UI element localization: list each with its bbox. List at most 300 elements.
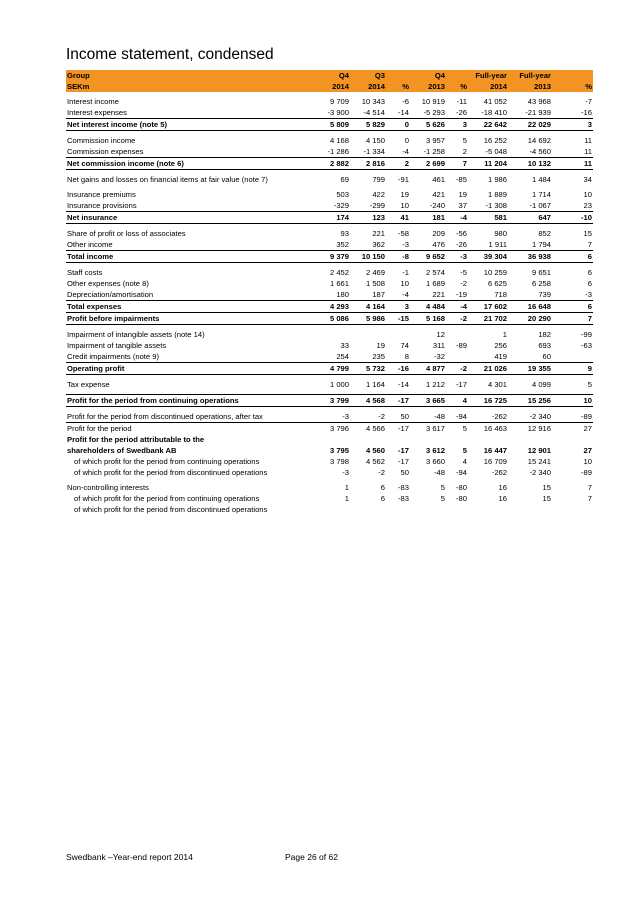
row-label: Net insurance bbox=[66, 212, 314, 224]
page-title: Income statement, condensed bbox=[66, 46, 274, 63]
value-cell: 3 795 bbox=[329, 446, 349, 455]
value-cell: 6 bbox=[380, 483, 385, 492]
value-cell: 23 bbox=[583, 201, 592, 210]
value-cell: 10 150 bbox=[350, 251, 386, 263]
value-cell bbox=[508, 434, 552, 445]
value-cell: 362 bbox=[372, 240, 385, 249]
value-cell: 123 bbox=[350, 212, 386, 224]
value-cell: 352 bbox=[336, 240, 349, 249]
value-cell bbox=[468, 504, 508, 515]
value-cell bbox=[468, 434, 508, 445]
value-cell: -5 293 bbox=[423, 108, 445, 117]
value-cell: -83 bbox=[398, 483, 409, 492]
value-cell: 50 bbox=[400, 468, 409, 477]
header-row-1 bbox=[66, 70, 593, 81]
value-cell: -5 048 bbox=[485, 147, 507, 156]
header-cell: Q4 bbox=[410, 70, 446, 81]
value-cell: 1 bbox=[344, 494, 349, 503]
row-label: Impairment of intangible assets (note 14) bbox=[67, 330, 205, 339]
value-cell: -1 bbox=[402, 268, 409, 277]
value-cell: 209 bbox=[432, 229, 445, 238]
income-statement-table bbox=[66, 70, 593, 515]
value-cell: -17 bbox=[456, 380, 467, 389]
value-cell: 221 bbox=[432, 290, 445, 299]
value-cell: -99 bbox=[581, 330, 592, 339]
value-cell: -89 bbox=[456, 341, 467, 350]
value-cell: -48 bbox=[434, 468, 445, 477]
value-cell: -262 bbox=[491, 412, 507, 421]
value-cell: 6 bbox=[380, 494, 385, 503]
value-cell: -14 bbox=[398, 380, 409, 389]
value-cell: -3 bbox=[585, 290, 592, 299]
value-cell: 4 150 bbox=[365, 136, 385, 145]
value-cell: 221 bbox=[372, 229, 385, 238]
table-row bbox=[66, 456, 593, 467]
value-cell: 3 bbox=[446, 119, 468, 131]
row-label: Commission expenses bbox=[67, 147, 144, 156]
header-cell: Group bbox=[66, 70, 314, 81]
value-cell: -4 514 bbox=[363, 108, 385, 117]
table-row bbox=[66, 135, 593, 146]
value-cell: -17 bbox=[386, 395, 410, 407]
value-cell: -15 bbox=[386, 313, 410, 325]
value-cell: -1 308 bbox=[485, 201, 507, 210]
value-cell: -2 bbox=[378, 468, 385, 477]
row-label: Insurance provisions bbox=[67, 201, 137, 210]
value-cell bbox=[552, 351, 593, 363]
value-cell: 7 bbox=[587, 240, 592, 249]
value-cell: 33 bbox=[340, 341, 349, 350]
table-row bbox=[66, 313, 593, 325]
value-cell: 4 293 bbox=[314, 301, 350, 313]
value-cell: -80 bbox=[456, 494, 467, 503]
value-cell: 34 bbox=[583, 175, 592, 184]
value-cell: 7 bbox=[587, 483, 592, 492]
value-cell: -14 bbox=[398, 108, 409, 117]
table-row bbox=[66, 504, 593, 515]
value-cell: -2 bbox=[446, 363, 468, 375]
value-cell: 5 829 bbox=[350, 119, 386, 131]
value-cell: -83 bbox=[398, 494, 409, 503]
value-cell: 5 bbox=[440, 483, 445, 492]
value-cell: 311 bbox=[432, 341, 445, 350]
value-cell: 16 725 bbox=[468, 395, 508, 407]
value-cell: 2 574 bbox=[425, 268, 445, 277]
value-cell: -3 bbox=[342, 468, 349, 477]
row-label: Share of profit or loss of associates bbox=[67, 229, 186, 238]
value-cell: 16 648 bbox=[508, 301, 552, 313]
value-cell: 5 168 bbox=[410, 313, 446, 325]
row-label: Profit for the period bbox=[66, 423, 314, 435]
row-label: Net interest income (note 5) bbox=[66, 119, 314, 131]
value-cell bbox=[410, 504, 446, 515]
value-cell bbox=[314, 329, 350, 340]
value-cell: 1 484 bbox=[531, 175, 551, 184]
value-cell bbox=[508, 504, 552, 515]
row-label: Insurance premiums bbox=[67, 190, 136, 199]
table-row bbox=[66, 301, 593, 313]
value-cell: 74 bbox=[400, 341, 409, 350]
value-cell: 5 bbox=[462, 446, 467, 455]
row-label: Operating profit bbox=[66, 363, 314, 375]
table-row bbox=[66, 119, 593, 131]
value-cell: 16 709 bbox=[483, 457, 507, 466]
value-cell: 7 bbox=[552, 313, 593, 325]
value-cell: -3 bbox=[446, 251, 468, 263]
value-cell: 2 699 bbox=[410, 158, 446, 170]
value-cell: 1 164 bbox=[365, 380, 385, 389]
value-cell: -17 bbox=[398, 457, 409, 466]
value-cell: -94 bbox=[456, 412, 467, 421]
row-label: Interest expenses bbox=[67, 108, 127, 117]
value-cell: 16 252 bbox=[483, 136, 507, 145]
value-cell: 174 bbox=[314, 212, 350, 224]
header-cell bbox=[386, 70, 410, 81]
value-cell: 6 bbox=[552, 251, 593, 263]
value-cell: 419 bbox=[494, 352, 507, 361]
value-cell: 8 bbox=[404, 352, 409, 361]
value-cell: 4 568 bbox=[350, 395, 386, 407]
row-label: Impairment of tangible assets bbox=[67, 341, 167, 350]
value-cell: 647 bbox=[508, 212, 552, 224]
value-cell: 4 877 bbox=[410, 363, 446, 375]
value-cell: 5 bbox=[446, 423, 468, 435]
row-label: Total income bbox=[66, 251, 314, 263]
row-label: Net gains and losses on financial items at fair value (note 7) bbox=[67, 175, 268, 184]
value-cell: 41 052 bbox=[483, 97, 507, 106]
value-cell: 9 652 bbox=[410, 251, 446, 263]
table-row bbox=[66, 146, 593, 158]
header-cell: % bbox=[552, 81, 593, 92]
value-cell: 581 bbox=[468, 212, 508, 224]
header-cell: Q4 bbox=[314, 70, 350, 81]
value-cell: -63 bbox=[581, 341, 592, 350]
value-cell: -2 340 bbox=[529, 412, 551, 421]
value-cell: 1 689 bbox=[425, 279, 445, 288]
value-cell: 10 bbox=[583, 190, 592, 199]
value-cell: 4 301 bbox=[487, 380, 507, 389]
value-cell: 3 bbox=[552, 119, 593, 131]
value-cell: 4 bbox=[462, 457, 467, 466]
value-cell: -3 900 bbox=[327, 108, 349, 117]
value-cell: 15 256 bbox=[508, 395, 552, 407]
row-label: Net commission income (note 6) bbox=[66, 158, 314, 170]
value-cell: -85 bbox=[456, 175, 467, 184]
row-label: Tax expense bbox=[67, 380, 110, 389]
table-row bbox=[66, 107, 593, 119]
value-cell: 19 bbox=[458, 190, 467, 199]
row-label: Total expenses bbox=[66, 301, 314, 313]
value-cell: 421 bbox=[432, 190, 445, 199]
footer-report-name: Swedbank –Year-end report 2014 bbox=[66, 852, 193, 862]
footer-page-number: Page 26 of 62 bbox=[285, 852, 338, 862]
value-cell: 9 651 bbox=[531, 268, 551, 277]
value-cell: 1 986 bbox=[487, 175, 507, 184]
value-cell: 235 bbox=[372, 352, 385, 361]
value-cell: 3 798 bbox=[329, 457, 349, 466]
value-cell: 93 bbox=[340, 229, 349, 238]
value-cell: 10 132 bbox=[508, 158, 552, 170]
value-cell: -11 bbox=[456, 97, 467, 106]
value-cell: 3 617 bbox=[410, 423, 446, 435]
value-cell: 27 bbox=[552, 423, 593, 435]
value-cell: 2 452 bbox=[329, 268, 349, 277]
value-cell: 15 bbox=[542, 494, 551, 503]
value-cell: 15 bbox=[542, 483, 551, 492]
value-cell: 2 816 bbox=[350, 158, 386, 170]
value-cell bbox=[386, 329, 410, 340]
value-cell: 3 665 bbox=[410, 395, 446, 407]
value-cell: 11 bbox=[584, 136, 592, 145]
header-cell: % bbox=[386, 81, 410, 92]
value-cell: 1 911 bbox=[488, 240, 507, 249]
value-cell: -5 bbox=[460, 268, 467, 277]
value-cell: 4 bbox=[446, 395, 468, 407]
value-cell: 182 bbox=[538, 330, 551, 339]
value-cell: 50 bbox=[400, 412, 409, 421]
value-cell: 799 bbox=[372, 175, 385, 184]
value-cell bbox=[386, 434, 410, 445]
value-cell: 187 bbox=[372, 290, 385, 299]
value-cell: 3 bbox=[386, 301, 410, 313]
value-cell: 10 bbox=[552, 395, 593, 407]
value-cell: 256 bbox=[494, 341, 507, 350]
value-cell: 5 626 bbox=[410, 119, 446, 131]
value-cell: 41 bbox=[386, 212, 410, 224]
value-cell: -26 bbox=[456, 108, 467, 117]
value-cell: 16 bbox=[498, 494, 507, 503]
value-cell: 16 447 bbox=[483, 446, 507, 455]
header-cell: % bbox=[446, 81, 468, 92]
value-cell: 6 bbox=[587, 268, 592, 277]
header-row-2 bbox=[66, 81, 593, 92]
value-cell: 11 bbox=[552, 158, 593, 170]
value-cell: 10 919 bbox=[421, 97, 445, 106]
value-cell: 1 889 bbox=[487, 190, 507, 199]
value-cell: 4 799 bbox=[314, 363, 350, 375]
value-cell: 461 bbox=[432, 175, 445, 184]
value-cell: 69 bbox=[340, 175, 349, 184]
value-cell: 693 bbox=[538, 341, 551, 350]
table-row bbox=[66, 329, 593, 340]
value-cell: -56 bbox=[456, 229, 467, 238]
value-cell: 16 463 bbox=[468, 423, 508, 435]
row-label: Commission income bbox=[67, 136, 136, 145]
row-label: Other income bbox=[67, 240, 113, 249]
table-row bbox=[66, 351, 593, 363]
value-cell: -58 bbox=[398, 229, 409, 238]
value-cell: -80 bbox=[456, 483, 467, 492]
value-cell: -8 bbox=[386, 251, 410, 263]
value-cell: 11 bbox=[584, 147, 592, 156]
value-cell: -91 bbox=[398, 175, 409, 184]
value-cell: -2 340 bbox=[529, 468, 551, 477]
table-row bbox=[66, 189, 593, 200]
value-cell: -262 bbox=[491, 468, 507, 477]
header-cell: Full-year bbox=[468, 70, 508, 81]
table-row bbox=[66, 423, 593, 435]
value-cell: 6 258 bbox=[531, 279, 551, 288]
row-label: Interest income bbox=[67, 97, 119, 106]
value-cell: -16 bbox=[581, 108, 592, 117]
value-cell: 1 794 bbox=[531, 240, 551, 249]
value-cell: -2 bbox=[460, 279, 467, 288]
value-cell: -7 bbox=[585, 97, 592, 106]
row-label: shareholders of Swedbank AB bbox=[67, 446, 177, 455]
header-cell: 2014 bbox=[468, 81, 508, 92]
value-cell bbox=[314, 504, 350, 515]
value-cell: -4 bbox=[402, 290, 409, 299]
value-cell: 5 bbox=[587, 380, 592, 389]
value-cell: -89 bbox=[581, 468, 592, 477]
value-cell: -1 286 bbox=[327, 147, 349, 156]
table-row bbox=[66, 445, 593, 456]
value-cell: 422 bbox=[372, 190, 385, 199]
value-cell bbox=[552, 504, 593, 515]
row-label: Credit impairments (note 9) bbox=[67, 352, 160, 361]
table-row bbox=[66, 96, 593, 107]
row-label: Staff costs bbox=[67, 268, 103, 277]
value-cell: 5 bbox=[440, 494, 445, 503]
table-row bbox=[66, 434, 593, 445]
value-cell: 16 bbox=[498, 483, 507, 492]
row-label: Profit for the period attributable to the bbox=[67, 435, 205, 444]
value-cell bbox=[446, 504, 468, 515]
value-cell: 14 692 bbox=[527, 136, 551, 145]
value-cell: 19 bbox=[376, 341, 385, 350]
value-cell: 10 343 bbox=[361, 97, 385, 106]
value-cell: 9 709 bbox=[329, 97, 349, 106]
value-cell: 3 799 bbox=[314, 395, 350, 407]
value-cell: 6 625 bbox=[487, 279, 507, 288]
value-cell: -1 334 bbox=[363, 147, 385, 156]
value-cell: 0 bbox=[404, 136, 409, 145]
value-cell: 4 562 bbox=[365, 457, 385, 466]
table-row bbox=[66, 482, 593, 493]
table-row bbox=[66, 467, 593, 478]
value-cell bbox=[314, 434, 350, 445]
value-cell: 4 168 bbox=[329, 136, 349, 145]
value-cell: 4 164 bbox=[350, 301, 386, 313]
value-cell: 3 796 bbox=[314, 423, 350, 435]
value-cell: 1 714 bbox=[531, 190, 551, 199]
table-row bbox=[66, 411, 593, 423]
value-cell: 21 702 bbox=[468, 313, 508, 325]
row-label: of which profit for the period from discontinued operations bbox=[74, 505, 268, 514]
value-cell: -2 bbox=[446, 313, 468, 325]
value-cell: 11 204 bbox=[468, 158, 508, 170]
value-cell: 43 968 bbox=[527, 97, 551, 106]
value-cell: 60 bbox=[542, 352, 551, 361]
value-cell: 12 901 bbox=[527, 446, 551, 455]
value-cell: 5 bbox=[462, 136, 467, 145]
value-cell: -299 bbox=[369, 201, 385, 210]
row-label: of which profit for the period from continuing operations bbox=[74, 457, 260, 466]
table-row bbox=[66, 200, 593, 212]
value-cell: 476 bbox=[432, 240, 445, 249]
value-cell: -4 bbox=[402, 147, 409, 156]
value-cell: 12 bbox=[436, 330, 445, 339]
value-cell: 980 bbox=[494, 229, 507, 238]
value-cell: 739 bbox=[538, 290, 551, 299]
value-cell: 5 986 bbox=[350, 313, 386, 325]
value-cell: 39 304 bbox=[468, 251, 508, 263]
value-cell: 4 566 bbox=[350, 423, 386, 435]
value-cell bbox=[446, 329, 468, 340]
value-cell: 5 086 bbox=[314, 313, 350, 325]
value-cell: 5 809 bbox=[314, 119, 350, 131]
value-cell: 181 bbox=[410, 212, 446, 224]
value-cell: 20 290 bbox=[508, 313, 552, 325]
value-cell: 5 732 bbox=[350, 363, 386, 375]
value-cell: -2 bbox=[378, 412, 385, 421]
value-cell: 2 882 bbox=[314, 158, 350, 170]
value-cell: -26 bbox=[456, 240, 467, 249]
value-cell: -3 bbox=[402, 240, 409, 249]
value-cell: 4 484 bbox=[410, 301, 446, 313]
table-row bbox=[66, 363, 593, 375]
value-cell: -240 bbox=[429, 201, 445, 210]
value-cell: 10 bbox=[400, 279, 409, 288]
table-row bbox=[66, 278, 593, 289]
row-label: of which profit for the period from discontinued operations bbox=[74, 468, 268, 477]
value-cell: 1 bbox=[344, 483, 349, 492]
value-cell: -21 939 bbox=[525, 108, 551, 117]
value-cell: 9 bbox=[552, 363, 593, 375]
table-row bbox=[66, 395, 593, 407]
value-cell: 22 029 bbox=[508, 119, 552, 131]
value-cell: 4 099 bbox=[531, 380, 551, 389]
value-cell: -10 bbox=[552, 212, 593, 224]
table-row bbox=[66, 340, 593, 351]
header-cell bbox=[446, 70, 468, 81]
value-cell: -1 258 bbox=[423, 147, 445, 156]
value-cell: 2 bbox=[462, 147, 467, 156]
value-cell: -48 bbox=[434, 412, 445, 421]
value-cell: 0 bbox=[386, 119, 410, 131]
value-cell bbox=[350, 329, 386, 340]
value-cell: -16 bbox=[386, 363, 410, 375]
table-row bbox=[66, 212, 593, 224]
value-cell: 1 508 bbox=[365, 279, 385, 288]
value-cell: 1 661 bbox=[329, 279, 349, 288]
value-cell: -17 bbox=[386, 423, 410, 435]
value-cell: 15 241 bbox=[527, 457, 551, 466]
value-cell: -329 bbox=[333, 201, 349, 210]
value-cell: 3 957 bbox=[425, 136, 445, 145]
table-row bbox=[66, 379, 593, 390]
value-cell: 6 bbox=[587, 279, 592, 288]
value-cell: 22 642 bbox=[468, 119, 508, 131]
header-cell: 2014 bbox=[314, 81, 350, 92]
value-cell: 718 bbox=[494, 290, 507, 299]
value-cell: 21 026 bbox=[468, 363, 508, 375]
row-label: of which profit for the period from continuing operations bbox=[74, 494, 260, 503]
value-cell: 19 bbox=[400, 190, 409, 199]
table-row bbox=[66, 493, 593, 504]
value-cell bbox=[386, 504, 410, 515]
value-cell: -94 bbox=[456, 468, 467, 477]
value-cell: 1 bbox=[502, 330, 507, 339]
value-cell: 37 bbox=[458, 201, 467, 210]
row-label: Other expenses (note 8) bbox=[67, 279, 149, 288]
value-cell: 3 660 bbox=[425, 457, 445, 466]
value-cell bbox=[446, 351, 468, 363]
value-cell bbox=[350, 434, 386, 445]
value-cell: -32 bbox=[434, 352, 445, 361]
value-cell: 12 916 bbox=[508, 423, 552, 435]
value-cell: 1 000 bbox=[329, 380, 349, 389]
